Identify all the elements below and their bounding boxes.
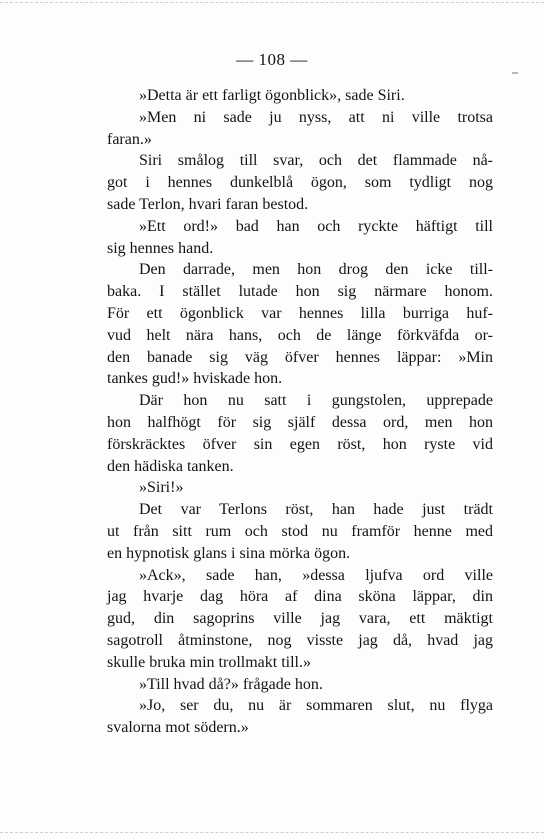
text-line: tankes gud!» hviskade hon. [107,370,283,388]
text-line: got i hennes dunkelblå ögon, som tydligt nog [107,174,493,192]
bottom-edge-artifact [0,832,544,835]
text-line: Det var Terlons röst, han hade just trädt [139,501,493,519]
text-line: Den darrade, men hon drog den icke till- [139,261,493,279]
text-line: faran.» [107,130,152,148]
page-number: — 108 — [236,50,308,69]
text-line: en hypnotisk glans i sina mörka ögon. [107,544,351,562]
text-line: »Jo, ser du, nu är sommaren slut, nu flyga [139,697,493,715]
text-line: den hädiska tanken. [107,457,234,475]
text-line: sade Terlon, hvari faran bestod. [107,195,309,213]
scan-speck [512,72,518,74]
text-line: den banade sig väg öfver hennes läppar: »Min [107,348,493,366]
text-line: »Till hvad då?» frågade hon. [139,675,323,693]
text-line: baka. I stället lutade hon sig närmare honom. [107,283,493,301]
text-line: »Siri!» [139,479,184,497]
text-line: Där hon nu satt i gungstolen, upprepade [139,392,493,410]
text-line: ut från sitt rum och stod nu framför henne med [107,522,493,540]
text-line: vud helt nära hans, och de länge förkväfda or- [107,326,493,344]
top-edge-artifact [0,2,544,5]
text-line: Siri smålog till svar, och det flammade nå- [139,152,493,170]
text-line: sagotroll åtminstone, nog visste jag då, hvad jag [107,631,493,649]
text-line: »Ack», sade han, »dessa ljufva ord ville [139,566,493,584]
text-line: förskräcktes öfver sin egen röst, hon ryste vid [107,435,493,453]
text-line: jag hvarje dag höra af dina sköna läppar, din [107,588,493,606]
text-line: »Detta är ett farligt ögonblick», sade Siri. [139,87,405,104]
text-line: svalorna mot södern.» [107,719,249,737]
body-text [107,85,493,739]
text-line: hon halfhögt för sig själf dessa ord, men hon [107,413,493,431]
text-line: gud, din sagoprins ville jag vara, ett mäktigt [107,610,493,628]
text-line: skulle bruka min trollmakt till.» [107,653,311,671]
text-line: sig hennes hand. [107,239,214,257]
text-line: »Men ni sade ju nyss, att ni ville trotsa [139,108,493,126]
text-line: »Ett ord!» bad han och ryckte häftigt till [139,217,493,235]
text-line: För ett ögonblick var hennes lilla burriga huf- [107,304,493,322]
